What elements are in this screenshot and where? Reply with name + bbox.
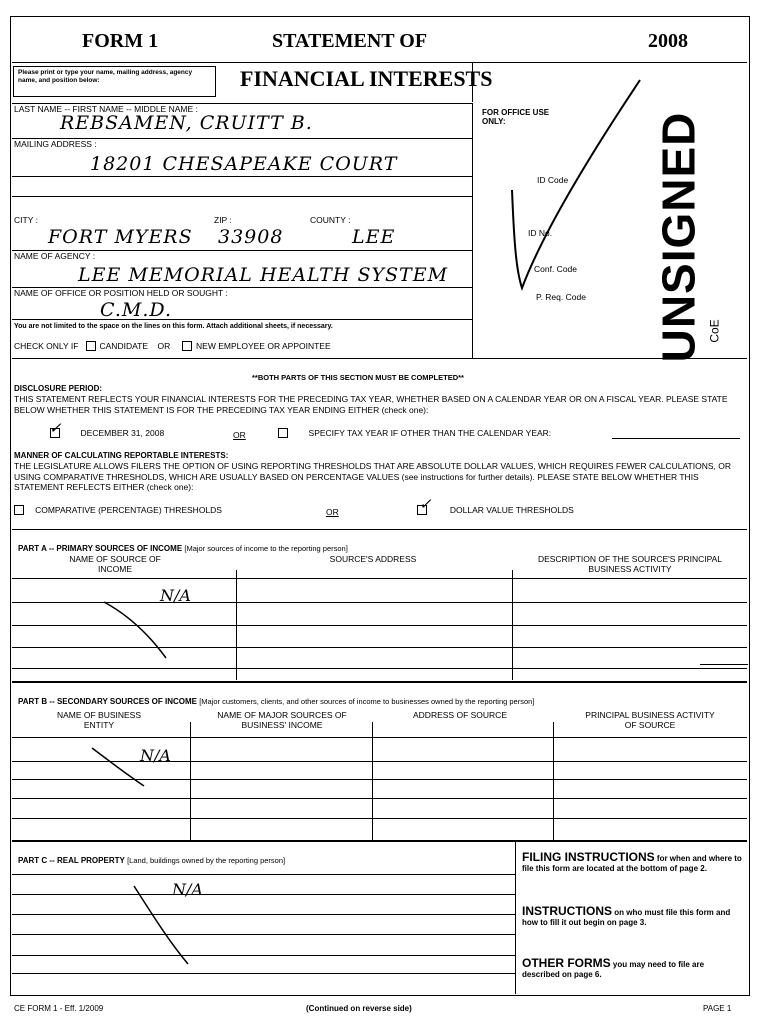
form-year: 2008 xyxy=(648,30,688,52)
specify-label: SPECIFY TAX YEAR IF OTHER THAN THE CALENDAR YEAR: xyxy=(308,428,552,438)
print-instruction-box xyxy=(13,66,216,97)
divider xyxy=(472,62,473,102)
agency-label: NAME OF AGENCY : xyxy=(14,251,96,261)
who-must-file xyxy=(522,906,742,928)
part-c-heading-row xyxy=(18,856,285,866)
print-instruction: Please print or type your name, mailing address, agency name, and position below: xyxy=(18,69,193,84)
table-row xyxy=(12,668,747,669)
id-code-label: ID Code xyxy=(537,175,569,185)
form-number: FORM 1 xyxy=(82,30,159,52)
comparative-checkbox[interactable] xyxy=(14,505,24,515)
agency-field[interactable]: LEE MEMORIAL HEALTH SYSTEM xyxy=(78,264,449,286)
part-c-entry[interactable]: N/A xyxy=(172,880,203,899)
divider xyxy=(12,196,472,197)
instructions-text: on who must file this form and how to fill it out begin on page 3. xyxy=(522,908,731,927)
part-b-col2-header: NAME OF MAJOR SOURCES OF BUSINESS' INCOME xyxy=(217,710,347,730)
divider xyxy=(12,840,747,842)
divider xyxy=(472,62,747,63)
name-field[interactable]: REBSAMEN, CRUITT B. xyxy=(60,112,313,134)
p-req-code-label: P. Req. Code xyxy=(536,292,586,302)
county-label: COUNTY : xyxy=(310,215,351,225)
part-b-col4-header: PRINCIPAL BUSINESS ACTIVITY OF SOURCE xyxy=(585,710,715,730)
or-label: OR xyxy=(233,430,246,440)
divider xyxy=(12,358,747,359)
part-c-heading: PART C -- REAL PROPERTY xyxy=(18,856,125,865)
check-only-if-label: CHECK ONLY IF xyxy=(14,341,79,351)
footer-page: PAGE 1 xyxy=(703,1004,732,1013)
footer-form-id: CE FORM 1 - Eff. 1/2009 xyxy=(14,1004,104,1013)
part-a-strike xyxy=(100,596,180,666)
period-text: THIS STATEMENT REFLECTS YOUR FINANCIAL INTERESTS FOR THE PRECEDING TAX YEAR, WHETHER BASED ON A CALENDAR YEAR OR ON A FISCAL YEAR. PLEASE STATE BELOW WHETHER THIS STATEMENT IS FOR THE PRECEDING TAX YEAR ENDING EITHER (check one): xyxy=(14,394,728,415)
table-row xyxy=(12,737,747,738)
new-employee-checkbox[interactable] xyxy=(182,341,192,351)
table-row xyxy=(12,798,747,799)
other-forms-text: you may need to file are described on page 6. xyxy=(522,960,705,979)
part-a-heading-row xyxy=(18,544,348,554)
dollar-option xyxy=(417,495,574,516)
divider xyxy=(372,722,373,840)
part-a-entry[interactable]: N/A xyxy=(160,586,191,605)
dollar-label: DOLLAR VALUE THRESHOLDS xyxy=(449,505,574,515)
city-label: CITY : xyxy=(14,215,38,225)
divider xyxy=(472,103,473,358)
part-a-subheading: [Major sources of income to the reporting person] xyxy=(184,544,348,553)
specify-checkbox[interactable] xyxy=(278,428,288,438)
part-b-heading: PART B -- SECONDARY SOURCES OF INCOME xyxy=(18,697,197,706)
table-row xyxy=(12,818,747,819)
mailing-label: MAILING ADDRESS : xyxy=(14,139,97,149)
table-row xyxy=(12,955,515,956)
or-label: OR xyxy=(326,507,339,517)
part-b-strike xyxy=(88,742,158,792)
footer-continued: (Continued on reverse side) xyxy=(306,1004,412,1013)
filing-instructions xyxy=(522,852,742,874)
manner-text: THE LEGISLATURE ALLOWS FILERS THE OPTION OF USING REPORTING THRESHOLDS THAT ARE ABSOLUTE DOLLAR VALUES, WHICH REQUIRES FEWER CALCULATIONS, OR USING COMPARATIVE THRESHOLDS, WHICH ARE USUALLY BASED ON PERCENTAGE VALUES (see instructions for further details). PLEASE STATE BELOW WHETHER THIS STATEMENT REFLECTS EITHER (check one): xyxy=(14,461,731,492)
specify-option xyxy=(278,428,551,439)
part-c-strike xyxy=(128,880,198,970)
divider xyxy=(553,722,554,840)
candidate-label: CANDIDATE xyxy=(99,341,148,351)
conf-code-label: Conf. Code xyxy=(534,264,577,274)
table-row xyxy=(12,934,515,935)
divider xyxy=(190,722,191,840)
other-forms-title: OTHER FORMS xyxy=(522,956,611,970)
check-mark: ✓ xyxy=(49,419,62,437)
mailing-field[interactable]: 18201 CHESAPEAKE COURT xyxy=(90,153,398,175)
divider xyxy=(12,681,747,683)
part-a-col2-header: SOURCE'S ADDRESS xyxy=(329,554,417,564)
unsigned-stamp: UNSIGNED CoE xyxy=(652,111,722,363)
space-note: You are not limited to the space on the lines on this form. Attach additional sheets, if necessary. xyxy=(14,323,333,330)
part-a-heading: PART A -- PRIMARY SOURCES OF INCOME xyxy=(18,544,183,553)
filing-text: for when and where to file this form are located at the bottom of page 2. xyxy=(522,854,742,873)
title-line2: FINANCIAL INTERESTS xyxy=(240,66,493,91)
divider xyxy=(515,841,516,994)
office-field[interactable]: C.M.D. xyxy=(100,299,172,321)
name-label: LAST NAME -- FIRST NAME -- MIDDLE NAME : xyxy=(14,104,198,114)
part-a-col1-header: NAME OF SOURCE OF INCOME xyxy=(69,554,161,574)
part-b-col1-header: NAME OF BUSINESS ENTITY xyxy=(56,710,142,730)
table-row xyxy=(12,894,515,895)
new-employee-label: NEW EMPLOYEE OR APPOINTEE xyxy=(196,341,331,351)
city-field[interactable]: FORT MYERS xyxy=(48,226,193,248)
divider xyxy=(12,176,472,177)
zip-label: ZIP : xyxy=(214,215,232,225)
both-parts-note: **BOTH PARTS OF THIS SECTION MUST BE COMPLETED** xyxy=(252,373,464,382)
table-row xyxy=(12,914,515,915)
period-options xyxy=(49,419,165,439)
candidate-checkbox[interactable] xyxy=(86,341,96,351)
divider xyxy=(12,529,747,530)
applicant-type-row xyxy=(14,341,331,352)
period-heading: DISCLOSURE PERIOD: xyxy=(14,384,103,393)
id-no-label: ID No. xyxy=(528,228,553,238)
office-use-label: FOR OFFICE USE ONLY: xyxy=(482,108,550,126)
comparative-option xyxy=(14,505,222,516)
part-b-col3-header: ADDRESS OF SOURCE xyxy=(413,710,507,720)
check-mark: ✓ xyxy=(419,495,432,513)
december-label: DECEMBER 31, 2008 xyxy=(80,428,165,438)
part-c-subheading: [Land, buildings owned by the reporting person] xyxy=(127,856,286,865)
table-row xyxy=(12,973,515,974)
manner-heading: MANNER OF CALCULATING REPORTABLE INTERESTS: xyxy=(14,451,229,460)
part-b-subheading: [Major customers, clients, and other sources of income to businesses owned by the reporting person] xyxy=(199,697,535,706)
table-row xyxy=(12,874,515,875)
part-b-entry[interactable]: N/A xyxy=(140,746,171,765)
instructions-title: INSTRUCTIONS xyxy=(522,904,612,918)
part-a-col3-header: DESCRIPTION OF THE SOURCE'S PRINCIPAL BUSINESS ACTIVITY xyxy=(537,554,723,574)
specify-line[interactable] xyxy=(612,438,740,439)
county-field[interactable]: LEE xyxy=(352,226,396,248)
table-row xyxy=(12,578,747,579)
or-label: OR xyxy=(157,341,171,351)
other-forms xyxy=(522,958,742,980)
comparative-label: COMPARATIVE (PERCENTAGE) THRESHOLDS xyxy=(35,505,222,515)
part-b-heading-row xyxy=(18,697,534,707)
filing-title: FILING INSTRUCTIONS xyxy=(522,850,655,864)
scan-mark xyxy=(700,664,748,665)
zip-field[interactable]: 33908 xyxy=(218,226,284,248)
title-line1: STATEMENT OF xyxy=(272,30,428,52)
divider xyxy=(12,319,472,320)
office-label: NAME OF OFFICE OR POSITION HELD OR SOUGHT : xyxy=(14,288,228,298)
